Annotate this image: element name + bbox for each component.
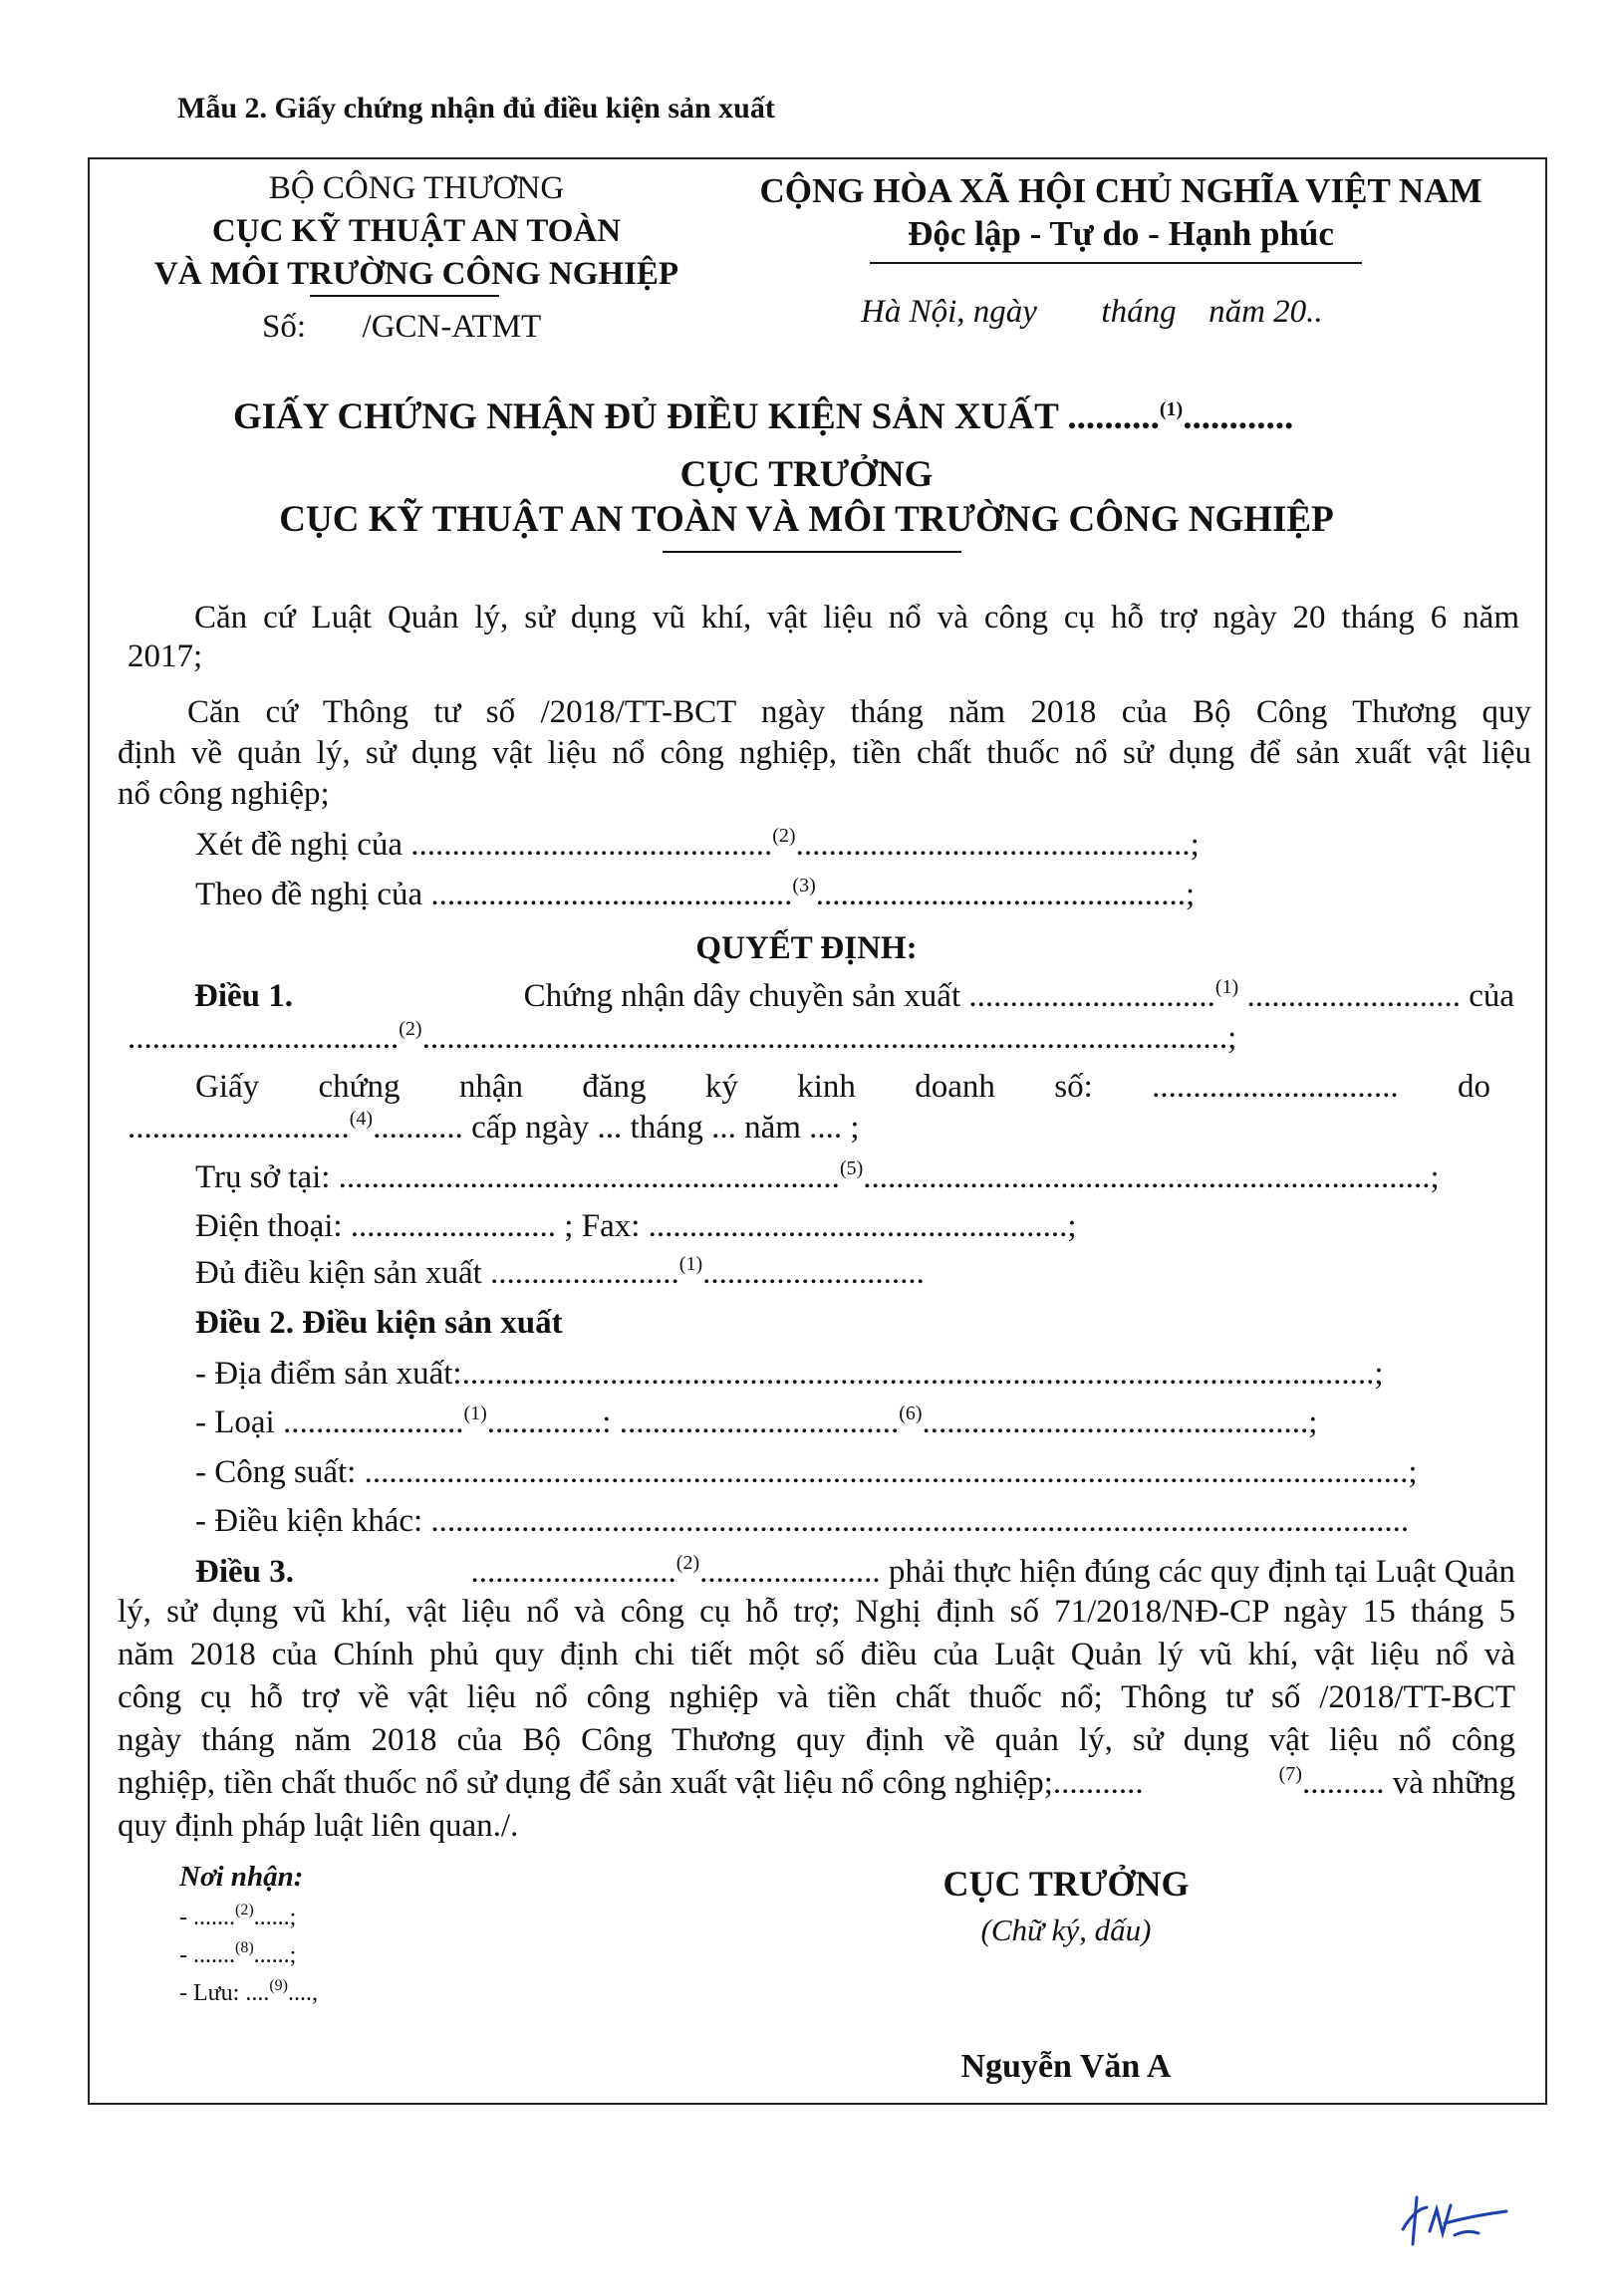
article-3-line-4: công cụ hỗ trợ về vật liệu nổ công nghiệp và tiền chất thuốc nổ; Thông tư số /2018/TT-BCT xyxy=(118,1679,1515,1715)
recipient-2: - .......$^{(8)}$......; xyxy=(179,1939,297,1968)
basis-circular: Căn cứ Thông tư số /2018/TT-BCT ngày tháng năm 2018 của Bộ Công Thương quy xyxy=(187,694,1531,730)
article-3-line-3: năm 2018 của Chính phủ quy định chi tiết một số điều của Luật Quản lý vũ khí, vật liệu nổ và xyxy=(118,1637,1515,1672)
national-title xyxy=(727,169,1514,255)
qualified-production: Đủ điều kiện sản xuất .......................$^{(1)}$........................... xyxy=(195,1253,925,1291)
title-underline xyxy=(663,551,961,553)
basis-law: Căn cứ Luật Quản lý, sử dụng vũ khí, vật liệu nổ và công cụ hỗ trợ ngày 20 tháng 6 năm xyxy=(194,600,1519,636)
recipient-1: - .......$^{(2)}$......; xyxy=(179,1902,297,1930)
article-1-line-1: Điều 1. Chứng nhận dây chuyền sản xuất ..............................$^{(1)}$ .......................... của xyxy=(194,976,1514,1014)
date-year: năm 20.. xyxy=(1209,294,1323,330)
initials-signature xyxy=(1395,2189,1514,2259)
article-3-line-5: ngày tháng năm 2018 của Bộ Công Thương quy định về quản lý, sử dụng vật liệu nổ công xyxy=(118,1722,1515,1758)
form-caption: Mẫu 2. Giấy chứng nhận đủ điều kiện sản xuất xyxy=(177,92,775,125)
signer-name: Nguyễn Văn A xyxy=(960,2048,1172,2085)
department-name-1: CỤC KỸ THUẬT AN TOÀN xyxy=(211,213,622,249)
agency-underline xyxy=(310,295,499,297)
article-2-heading: Điều 2. Điều kiện sản xuất xyxy=(195,1305,563,1341)
signer-title: CỤC TRƯỞNG xyxy=(942,1864,1190,1904)
number-code: /GCN-ATMT xyxy=(362,309,542,345)
other-conditions: - Điều kiện khác: ....................................................................................................................... xyxy=(195,1503,1410,1539)
agency-block xyxy=(118,167,715,296)
national-motto: Độc lập - Tự do - Hạnh phúc xyxy=(908,214,1334,253)
department-name-2: VÀ MÔI TRƯỜNG CÔNG NGHIỆP xyxy=(153,256,679,292)
director-title: CỤC TRƯỞNG xyxy=(679,454,934,495)
department-title: CỤC KỸ THUẬT AN TOÀN VÀ MÔI TRƯỜNG CÔNG NGHIỆP xyxy=(279,499,1334,540)
document-number xyxy=(262,309,541,346)
ministry-name: BỘ CÔNG THƯƠNG xyxy=(268,170,565,206)
per-proposal: Theo đề nghị của ............................................$^{(3)}$.............................................; xyxy=(195,875,1196,912)
date-place: Hà Nội, ngày xyxy=(861,294,1037,330)
article-1-line-2: .................................$^{(2)}$..................................................................................................; xyxy=(128,1018,1237,1056)
production-type: - Loại ......................$^{(1)}$..............: ..................................$^{(6)}$...............................................; xyxy=(195,1403,1318,1440)
basis-circular-end: nổ công nghiệp; xyxy=(118,776,330,812)
article-3-label: Điều 3. xyxy=(195,1554,294,1590)
article-3-line-1: Điều 3. .........................$^{(2)}$...................... phải thực hiện đúng các quy định tại Luật Quản xyxy=(195,1552,1515,1590)
article-3-line-7: quy định pháp luật liên quan./. xyxy=(118,1808,519,1844)
recipients-label: Nơi nhận: xyxy=(179,1861,304,1893)
basis-circular-cont: định về quản lý, sử dụng vật liệu nổ công nghiệp, tiền chất thuốc nổ sử dụng để sản xuất vật liệu xyxy=(118,735,1531,771)
motto-underline xyxy=(870,262,1362,264)
capacity: - Công suất: ...............................................................................................................................; xyxy=(195,1454,1418,1490)
production-site: - Địa điểm sản xuất:...............................................................................................................; xyxy=(195,1356,1384,1392)
certificate-title: GIẤY CHỨNG NHẬN ĐỦ ĐIỀU KIỆN SẢN XUẤT ..........$^{(1)}$............ xyxy=(233,396,1294,437)
date-month: tháng xyxy=(1101,294,1177,330)
business-registration: Giấy chứng nhận đăng ký kinh doanh số: .............................. do xyxy=(195,1069,1490,1105)
country-name: CỘNG HÒA XÃ HỘI CHỦ NGHĨA VIỆT NAM xyxy=(759,171,1482,210)
phone-fax: Điện thoại: ......................... ; Fax: ...................................................; xyxy=(195,1208,1077,1244)
article-3-line-6: nghiệp, tiền chất thuốc nổ sử dụng để sản xuất vật liệu nổ công nghiệp;........... $^{(7)}$.......... và những xyxy=(118,1763,1515,1801)
business-registration-cont: ...........................$^{(4)}$........... cấp ngày ... tháng ... năm .... ; xyxy=(128,1108,860,1146)
basis-law-cont: 2017; xyxy=(128,638,203,674)
signature-note: (Chữ ký, dấu) xyxy=(980,1913,1152,1947)
decision-heading: QUYẾT ĐỊNH: xyxy=(695,930,918,966)
recipient-archive: - Lưu: ....$^{(9)}$...., xyxy=(179,1977,318,2006)
article-3-line-2: lý, sử dụng vũ khí, vật liệu nổ và công cụ hỗ trợ; Nghị định số 71/2018/NĐ-CP ngày 15 tháng 5 xyxy=(118,1594,1515,1630)
head-office: Trụ sở tại: .............................................................$^{(5)}$.....................................................................; xyxy=(195,1157,1440,1195)
issue-date xyxy=(861,294,1323,331)
number-label: Số: xyxy=(262,309,307,345)
article-1-label: Điều 1. xyxy=(194,978,293,1014)
considering-proposal: Xét đề nghị của ............................................$^{(2)}$................................................; xyxy=(195,825,1200,863)
